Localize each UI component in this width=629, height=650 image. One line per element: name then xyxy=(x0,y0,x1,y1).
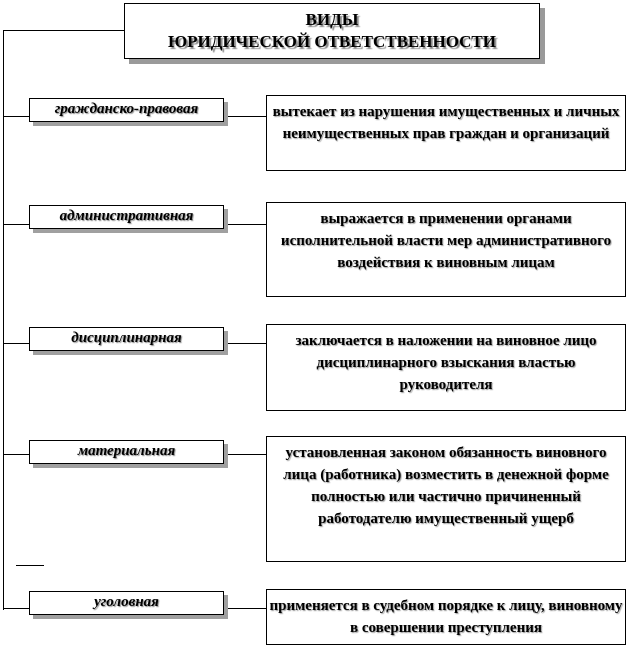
branch-line-administrative xyxy=(3,224,29,225)
connector-line-disciplinary xyxy=(228,343,266,344)
type-label-criminal: уголовная xyxy=(94,594,159,610)
connector-line-administrative xyxy=(228,224,266,225)
title-connector-line xyxy=(3,30,124,31)
description-box-administrative xyxy=(266,202,626,297)
connector-line-civil xyxy=(228,116,266,117)
connector-line-material xyxy=(228,454,266,455)
type-box-material xyxy=(29,440,224,464)
connector-line-criminal xyxy=(228,608,266,609)
type-label-civil: гражданско-правовая xyxy=(54,101,199,117)
description-text-administrative: выражается в применении органами исполнительной власти мер административного воздействия к виновным лицам xyxy=(280,211,612,271)
type-box-disciplinary xyxy=(29,327,224,351)
title-line-1: ВИДЫ xyxy=(305,10,359,29)
description-box-civil xyxy=(266,95,626,171)
description-text-disciplinary: заключается в наложении на виновное лицо дисциплинарного взыскания властью руководителя xyxy=(295,333,597,393)
type-box-administrative xyxy=(29,205,224,229)
description-text-criminal: применяется в судебном порядке к лицу, виновному в совершении преступления xyxy=(269,598,623,636)
type-box-criminal xyxy=(29,591,224,615)
type-label-material: материальная xyxy=(77,443,176,459)
description-text-civil: вытекает из нарушения имущественных и личных неимущественных прав граждан и организаций xyxy=(272,104,620,142)
description-box-criminal xyxy=(266,589,626,645)
type-label-disciplinary: дисциплинарная xyxy=(71,330,182,346)
description-text-material: установленная законом обязанность виновного лица (работника) возместить в денежной форме полностью или частично причиненный работодателю имущественный ущерб xyxy=(283,445,609,527)
type-box-civil xyxy=(29,98,224,122)
description-box-material xyxy=(266,436,626,562)
branch-line-disciplinary xyxy=(3,343,29,344)
description-box-disciplinary xyxy=(266,324,626,411)
branch-line-civil xyxy=(3,116,29,117)
vertical-spine-line xyxy=(3,30,4,610)
stray-mark-line xyxy=(16,565,44,566)
branch-line-criminal xyxy=(3,608,29,609)
branch-line-material xyxy=(3,454,29,455)
diagram-title xyxy=(124,3,540,59)
type-label-administrative: административная xyxy=(59,208,194,224)
title-line-2: ЮРИДИЧЕСКОЙ ОТВЕТСТВЕННОСТИ xyxy=(168,32,496,51)
